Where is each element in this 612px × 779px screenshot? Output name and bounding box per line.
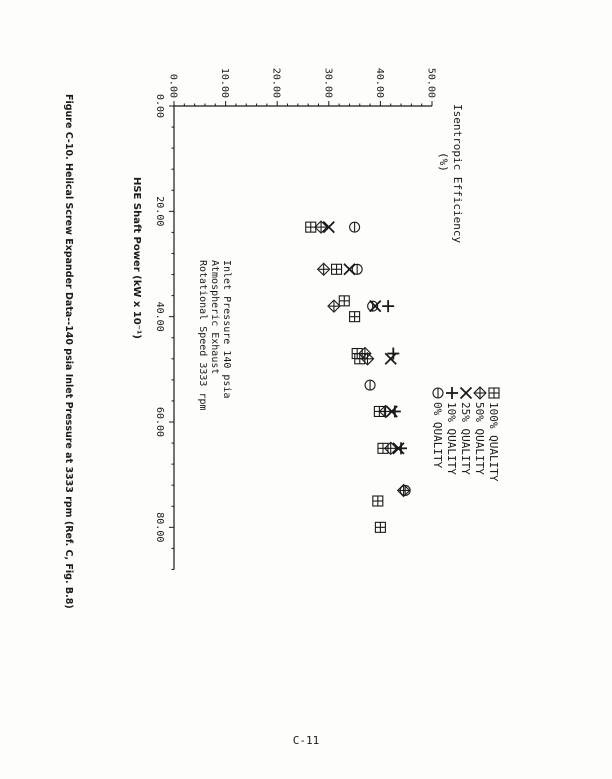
y-axis-unit: (%) (437, 152, 450, 172)
legend-label: 50% QUALITY (473, 402, 486, 475)
y-tick-label: 0.00 (167, 73, 179, 98)
legend-marker (474, 387, 486, 399)
annotation-line-3: Rotational Speed 3333 rpm (197, 260, 208, 411)
data-point-100pct-quality (339, 296, 349, 306)
annotation-line-2: Atmospheric Exhaust (209, 260, 220, 375)
y-tick-label: 30.00 (322, 67, 334, 98)
data-point-10pct-quality (389, 405, 401, 417)
y-tick-label: 40.00 (373, 67, 385, 98)
chart-axes (154, 68, 437, 570)
y-tick-label: 10.00 (219, 67, 231, 98)
data-point-0pct-quality (365, 380, 375, 390)
x-tick-label: 80.00 (154, 512, 165, 543)
legend-marker (489, 388, 499, 398)
data-point-10pct-quality (395, 442, 407, 454)
annotation-line-1: Inlet Pressure 140 psia (221, 260, 232, 399)
data-point-100pct-quality (350, 312, 360, 322)
y-tick-label: 20.00 (270, 67, 282, 98)
legend-label: 25% QUALITY (459, 402, 472, 475)
data-point-25pct-quality (385, 353, 396, 364)
data-point-50pct-quality (362, 353, 374, 365)
data-point-100pct-quality (373, 496, 383, 506)
data-point-10pct-quality (382, 300, 394, 312)
chart-points (306, 221, 410, 532)
legend-marker (461, 388, 472, 399)
legend-marker (446, 387, 458, 399)
data-point-100pct-quality (306, 222, 316, 232)
x-axis-title: HSE Shaft Power (kW x 10⁻¹) (131, 176, 142, 340)
data-point-100pct-quality (375, 522, 385, 532)
legend-label: 0% QUALITY (431, 402, 444, 469)
x-tick-label: 60.00 (154, 406, 165, 438)
data-point-0pct-quality (352, 264, 362, 274)
data-point-50pct-quality (318, 263, 330, 275)
x-tick-label: 0.00 (154, 93, 165, 119)
page-number: C-11 (292, 734, 320, 747)
y-axis-title: Isentropic Efficiency (451, 104, 464, 244)
legend-label: 10% QUALITY (445, 402, 458, 475)
x-tick-label: 40.00 (154, 301, 165, 332)
data-point-50pct-quality (359, 348, 371, 360)
x-tick-label: 20.00 (154, 196, 165, 227)
legend-marker (433, 388, 443, 398)
data-point-100pct-quality (332, 264, 342, 274)
chart-legend (431, 387, 500, 482)
data-point-50pct-quality (328, 300, 340, 312)
y-tick-label: 50.00 (425, 67, 437, 98)
figure-caption: Figure C-10. Helical Screw Expander Data--140 psia Inlet Pressure at 3333 rpm (Ref. C, Fig. B.8) (63, 94, 74, 609)
data-point-0pct-quality (350, 222, 360, 232)
legend-label: 100% QUALITY (487, 402, 500, 482)
